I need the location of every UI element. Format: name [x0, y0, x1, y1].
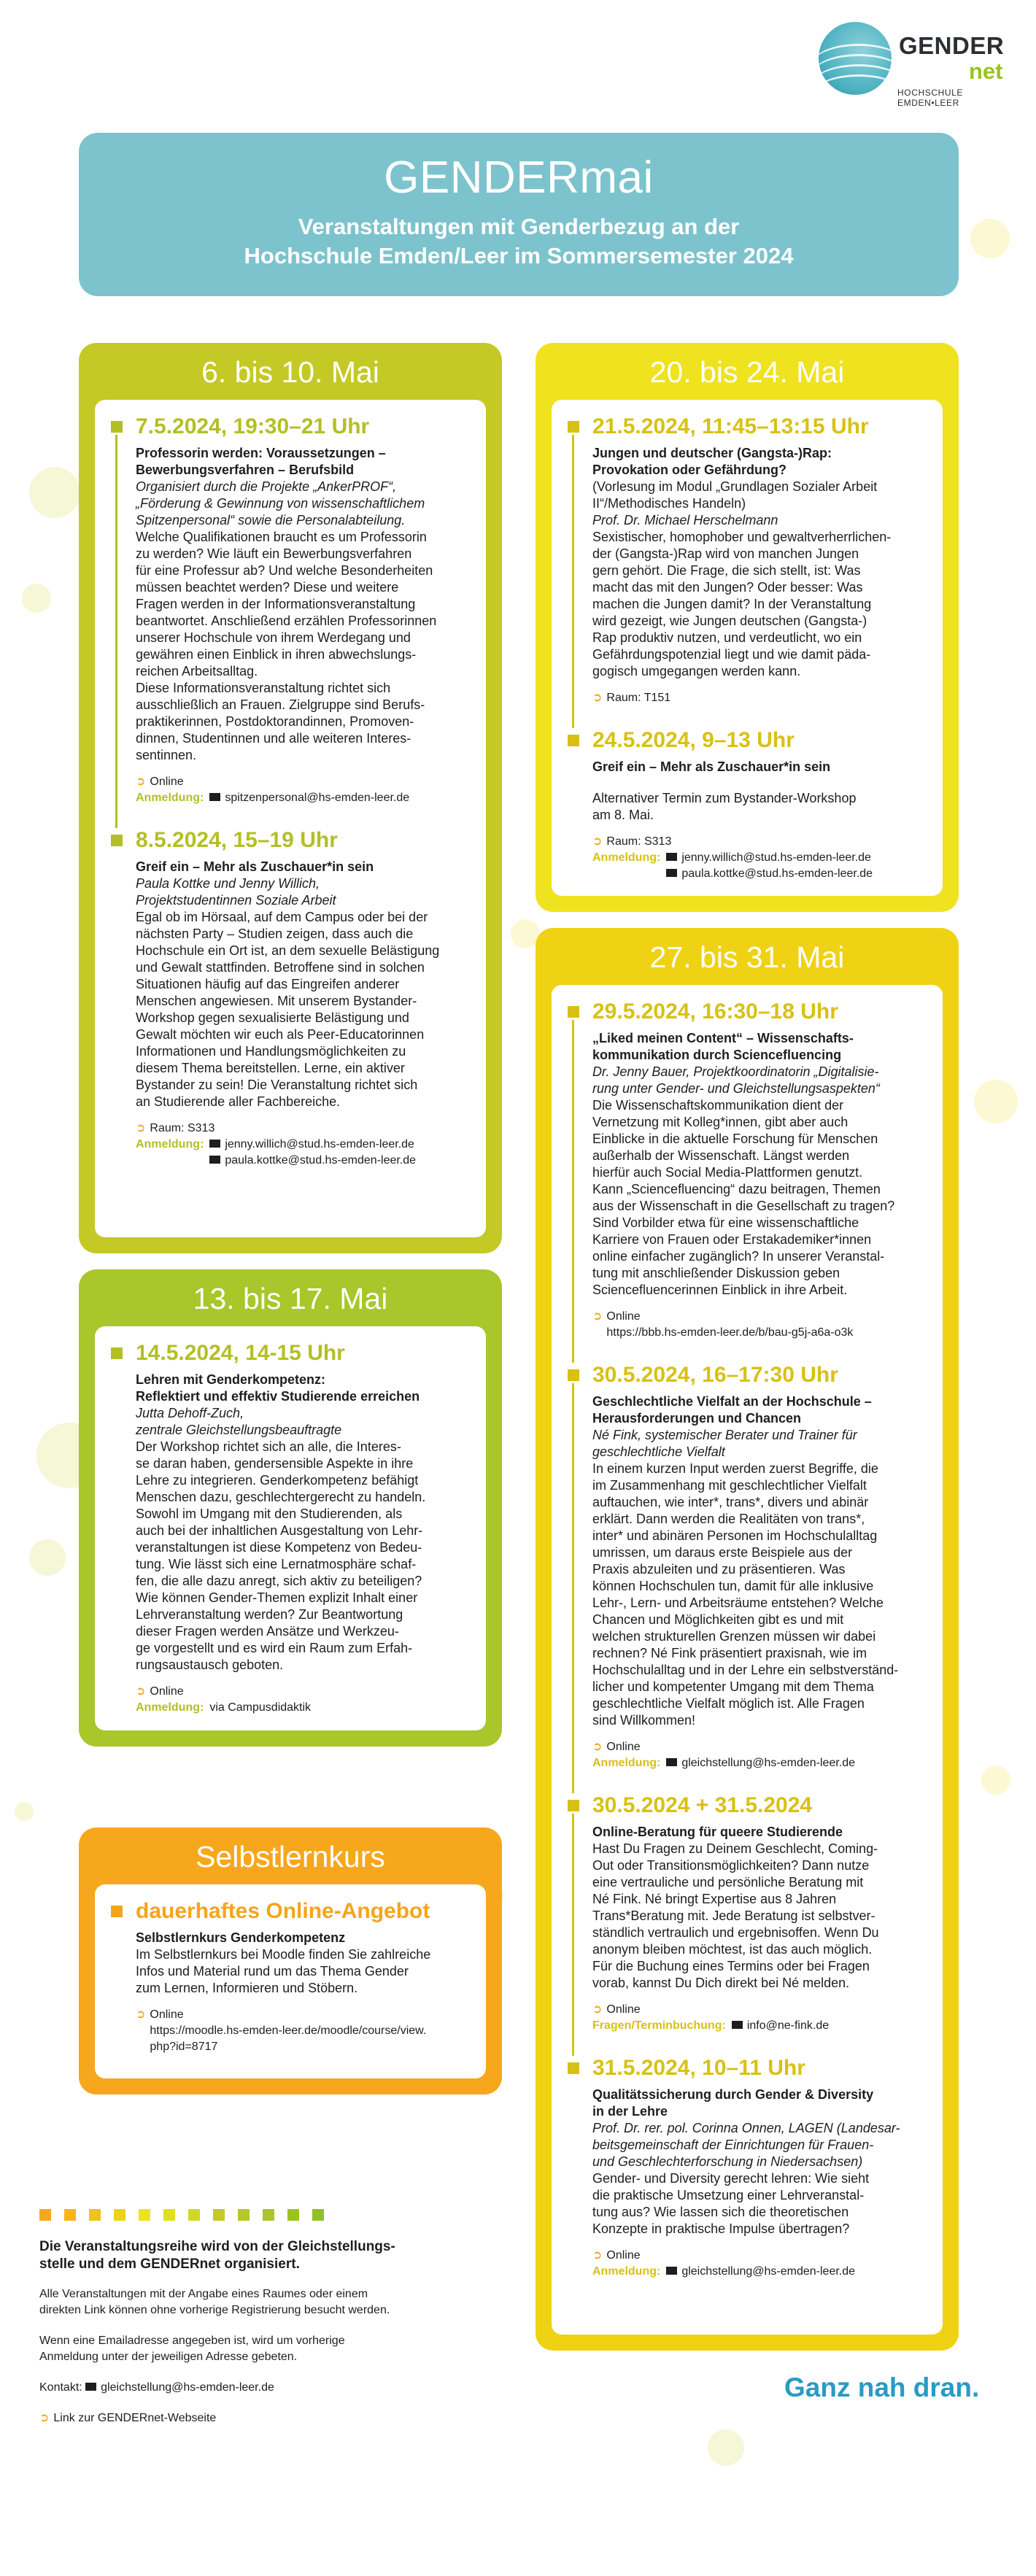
event-title: Greif ein – Mehr als Zuschauer*in sein: [592, 759, 831, 774]
decor-bubble: [15, 1802, 34, 1821]
event-context: (Vorlesung im Modul „Grundlagen Sozialer Arbeit II“/Methodisches Handeln): [592, 479, 878, 511]
envelope-icon: [209, 1156, 220, 1164]
event-date: 30.5.2024, 16–17:30 Uhr: [592, 1363, 838, 1387]
envelope-icon: [666, 2267, 677, 2275]
event-item: [111, 1341, 467, 1716]
event-title: Lehren mit Genderkompetenz: Reflektiert und effektiv Studierende erreichen: [136, 1372, 420, 1404]
event-organizer: Organisiert durch die Projekte „AnkerPROF“, „Förderung & Gewinnung von wissenschaftlichem Spitzenpersonal“ sowie die Personalabteilung.: [136, 479, 425, 527]
week-block-27-31-mai: [536, 928, 959, 2351]
event-title: Online-Beratung für queere Studierende: [592, 1825, 843, 1839]
event-location: ➲ Online: [592, 2249, 641, 2262]
event-organizer: Paula Kottke und Jenny Willich, Projektstudentinnen Soziale Arbeit: [136, 876, 336, 908]
arrow-right-icon: ➲: [136, 2008, 146, 2021]
footer-contact: Kontakt: gleichstellung@hs-emden-leer.de: [39, 2381, 274, 2394]
week-block-20-24-mai: [536, 343, 959, 912]
gendernet-website-link[interactable]: ➲ Link zur GENDERnet-Webseite: [39, 2412, 217, 2424]
week-card: [95, 400, 486, 1237]
selbstlernkurs-title: Selbstlernkurs: [196, 1840, 385, 1873]
arrow-right-icon: ➲: [136, 1685, 146, 1698]
week-block-6-10-mai: [79, 343, 502, 1253]
event-title: Selbstlernkurs Genderkompetenz: [136, 1930, 346, 1945]
event-location: ➲ Online: [592, 2003, 641, 2016]
event-organizer: Jutta Dehoff-Zuch, zentrale Gleichstellungsbeauftragte: [136, 1406, 342, 1437]
event-item: [568, 999, 924, 1341]
registration-email-link[interactable]: info@ne-fink.de: [732, 2018, 829, 2034]
event-registration: Anmeldung: jenny.willich@stud.hs-emden-leer.de paula.kottke@stud.hs-emden-leer.de: [136, 1137, 467, 1169]
logo-word-gender: GENDER: [899, 32, 1005, 59]
envelope-icon: [85, 2383, 96, 2391]
week-card: [552, 985, 943, 2335]
event-location: ➲ Online: [592, 1741, 641, 1753]
week-title: 20. bis 24. Mai: [649, 355, 845, 389]
contact-email-link[interactable]: gleichstellung@hs-emden-leer.de: [101, 2381, 274, 2394]
event-location: ➲ Online: [136, 775, 184, 788]
week-title: 27. bis 31. Mai: [649, 940, 845, 974]
event-organizer: Dr. Jenny Bauer, Projektkoordinatorin „Digitalisie- rung unter Gender- und Gleichstellungsaspekten“: [592, 1064, 880, 1096]
logo-word-net: net: [969, 58, 1003, 84]
event-date: 7.5.2024, 19:30–21 Uhr: [136, 414, 370, 438]
event-title: Geschlechtliche Vielfalt an der Hochschule – Herausforderungen und Chancen: [592, 1394, 872, 1426]
envelope-icon: [209, 793, 220, 801]
footer-note-email-registration: Wenn eine Emailadresse angegeben ist, wird um vorherige Anmeldung unter der jeweiligen Adresse gebeten.: [39, 2335, 345, 2363]
bullet-square-icon: [568, 735, 579, 746]
decor-bubble: [970, 219, 1010, 258]
arrow-right-icon: ➲: [592, 1741, 603, 1753]
arrow-right-icon: ➲: [592, 835, 603, 848]
footer-organizer-note: Die Veranstaltungsreihe wird von der Gleichstellungs- stelle und dem GENDERnet organisiert.: [39, 2239, 395, 2272]
event-location: ➲ Raum: T151: [592, 692, 671, 704]
event-item: [568, 1363, 924, 1771]
registration-text: via Campusdidaktik: [209, 1701, 312, 1714]
bullet-square-icon: [568, 1369, 579, 1381]
event-organizer: Né Fink, systemischer Berater und Trainer für geschlechtliche Vielfalt: [592, 1428, 857, 1459]
event-organizer: Prof. Dr. Michael Herschelmann: [592, 513, 778, 527]
footer-info: [39, 2238, 492, 2441]
bullet-square-icon: [568, 1800, 579, 1811]
week-block-13-17-mai: [79, 1269, 502, 1747]
selbstlernkurs-card: [95, 1884, 486, 2078]
selbstlernkurs-block: [79, 1827, 502, 2095]
event-registration: Anmeldung: gleichstellung@hs-emden-leer.de: [592, 2264, 924, 2280]
arrow-right-icon: ➲: [39, 2412, 50, 2424]
bullet-square-icon: [111, 1347, 123, 1359]
event-date: 31.5.2024, 10–11 Uhr: [592, 2056, 805, 2080]
event-location: ➲ Raum: S313: [592, 835, 672, 848]
event-online-link[interactable]: ➲ Online https://bbb.hs-emden-leer.de/b/bau-g5j-a6a-o3k: [592, 1309, 924, 1341]
event-description: Die Wissenschaftskommunikation dient der Vernetzung mit Kolleg*innen, gibt aber auch Einblicke in die aktuelle Forschung für Menschen außerhalb der Wissenschaft. Längst werden hierfür auch Social Media-Plattformen genutzt. Kann „Sciencefluencing“ dazu beitragen, Themen aus der Wissenschaft in die Gesellschaft zu tragen? Sind Vorbilder etwa für eine wissenschaftliche Karriere von Frauen oder Erstakademiker*innen online einfacher zugänglich? In unserer Veranstal- tung mit anschließender Diskussion geben Sciencefluencerinnen Einblick in ihre Arbeit.: [592, 1098, 895, 1297]
envelope-icon: [666, 869, 677, 877]
week-card: [552, 400, 943, 896]
event-item: [568, 1793, 924, 2034]
event-date: 24.5.2024, 9–13 Uhr: [592, 728, 795, 752]
event-item: [568, 414, 924, 706]
arrow-right-icon: ➲: [136, 775, 146, 788]
event-registration: Anmeldung: jenny.willich@stud.hs-emden-leer.de paula.kottke@stud.hs-emden-leer.de: [592, 850, 924, 882]
event-description: Im Selbstlernkurs bei Moodle finden Sie zahlreiche Infos und Material rund um das Thema Gender zum Lernen, Informieren und Stöbern.: [136, 1947, 431, 1995]
bullet-square-icon: [568, 2062, 579, 2074]
footer-note-registration-free: Alle Veranstaltungen mit der Angabe eines Raumes oder einem direkten Link können ohne vorherige Registrierung besucht werden.: [39, 2288, 390, 2316]
decor-bubble: [29, 467, 80, 518]
decor-bubble: [29, 1539, 66, 1576]
decor-bubble: [708, 2429, 744, 2466]
event-description: Sexistischer, homophober und gewaltverherrlichen- der (Gangsta-)Rap wird von manchen Jungen gern gehört. Die Frage, die sich stellt, ist: Was macht das mit den Jungen? Oder besser: Was machen die Jungen damit? In der Veranstaltung wird gezeigt, wie Jungen deutschen (Gangsta-) Rap produktiv nutzen, und verdeutlicht, wo ein Gefährdungspotenzial liegt und wie damit päda- gogisch umgegangen werden kann.: [592, 530, 892, 678]
event-item: [111, 1899, 467, 2055]
event-registration: Anmeldung: gleichstellung@hs-emden-leer.de: [592, 1755, 924, 1771]
arrow-right-icon: ➲: [592, 692, 603, 704]
logo-globe-icon: [819, 22, 892, 95]
arrow-right-icon: ➲: [592, 2003, 603, 2016]
bullet-square-icon: [111, 835, 123, 846]
envelope-icon: [209, 1140, 220, 1148]
event-description: Der Workshop richtet sich an alle, die Interes- se daran haben, gendersensible Aspekte in ihre Lehre zu integrieren. Genderkompetenz befähigt Menschen dazu, geschlechtergerecht zu handeln. Sowohl im Umgang mit den Studierenden, als auch bei der inhaltlichen Ausgestaltung von Lehr- veranstaltungen ist diese Kompetenz von Bedeu- tung. Wie lässt sich eine Lernatmosphäre schaf- fen, die alle dazu anregt, sich aktiv zu beteiligen? Wie können Gender-Themen explizit Inhalt einer Lehrveranstaltung werden? Zur Beantwortung dieser Fragen werden Ansätze und Werkzeu- ge vorgestellt und es wird ein Raum zum Erfah- rungsaustausch geboten.: [136, 1439, 426, 1672]
bullet-square-icon: [568, 421, 579, 433]
moodle-course-link[interactable]: ➲ Online https://moodle.hs-emden-leer.de/moodle/course/view. php?id=8717: [136, 2007, 467, 2055]
event-location: ➲ Raum: S313: [136, 1122, 215, 1134]
envelope-icon: [732, 2021, 743, 2029]
gendernet-logo: [819, 22, 1014, 108]
registration-email-link[interactable]: jenny.willich@stud.hs-emden-leer.de: [209, 1137, 416, 1153]
arrow-right-icon: ➲: [592, 1310, 603, 1323]
event-organizer: Prof. Dr. rer. pol. Corinna Onnen, LAGEN (Landesar- beitsgemeinschaft der Einrichtungen für Frauen- und Geschlechterforschung in Niedersachsen): [592, 2121, 900, 2169]
page-subtitle: Veranstaltungen mit Genderbezug an der Hochschule Emden/Leer im Sommersemester 2024: [244, 214, 794, 268]
registration-email-link[interactable]: jenny.willich@stud.hs-emden-leer.de: [666, 850, 873, 866]
event-date: 29.5.2024, 16:30–18 Uhr: [592, 999, 838, 1024]
registration-email-link[interactable]: gleichstellung@hs-emden-leer.de: [666, 2264, 855, 2280]
header-banner: [79, 133, 959, 296]
event-date: 30.5.2024 + 31.5.2024: [592, 1793, 813, 1817]
event-date: dauerhaftes Online-Angebot: [136, 1899, 430, 1923]
week-title: 13. bis 17. Mai: [193, 1282, 388, 1315]
envelope-icon: [666, 853, 677, 861]
event-title: „Liked meinen Content“ – Wissenschafts- kommunikation durch Sciencefluencing: [592, 1031, 854, 1062]
event-description: In einem kurzen Input werden zuerst Begriffe, die im Zusammenhang mit geschlechtlicher Vielfalt auftauchen, wie inter*, trans*, divers und abinär erklärt. Dann werden die Realitäten von trans*, inter* und abinären Personen im Hochschulalltag umrissen, um daraus erste Beispiele aus der Praxis abzuleiten und zu präsentieren. Was können Hochschulen tun, damit für alle inklusive Lehr-, Lern- und Arbeitsräume entstehen? Welche Chancen und Möglichkeiten gibt es und mit welchen strukturellen Grenzen müssen wir dabei rechnen? Né Fink präsentiert praxisnah, wie im Hochschulalltag und in der Lehre ein selbstverständ- licher und kompetenter Umgang mit dem Thema geschlechtliche Vielfalt möglich ist. Alle Fragen sind Willkommen!: [592, 1461, 899, 1728]
decor-bubble: [974, 1080, 1018, 1123]
decor-bubble: [981, 1765, 1010, 1795]
event-title: Greif ein – Mehr als Zuschauer*in sein: [136, 859, 374, 874]
event-item: [111, 414, 467, 806]
event-item: [568, 2056, 924, 2280]
registration-email-link[interactable]: paula.kottke@stud.hs-emden-leer.de: [209, 1153, 416, 1169]
week-title: 6. bis 10. Mai: [201, 355, 379, 389]
envelope-icon: [666, 1758, 677, 1766]
event-location: ➲ Online: [136, 1685, 184, 1698]
week-card: [95, 1326, 486, 1730]
bullet-square-icon: [111, 421, 123, 433]
arrow-right-icon: ➲: [136, 1122, 146, 1134]
event-description: Hast Du Fragen zu Deinem Geschlecht, Coming- Out oder Transitionsmöglichkeiten? Dann nutze eine vertrauliche und persönliche Beratung mit Né Fink. Né bringt Expertise aus 8 Jahren Trans*Beratung mit. Jede Beratung ist selbstver- ständlich vertraulich und ergebnisoffen. Wenn Du anonym bleiben möchtest, ist das auch möglich. Für die Buchung eines Termins oder bei Fragen vorab, kannst Du Dich direkt bei Né melden.: [592, 1841, 879, 1990]
event-item: [111, 828, 467, 1169]
decor-square-row: [39, 2209, 324, 2221]
event-description: Gender- und Diversity gerecht lehren: Wie sieht die praktische Umsetzung einer Lehrveranstal- tung aus? Wie lassen sich die theoretischen Konzepte in praktische Impulse übertragen?: [592, 2171, 870, 2236]
logo-subtitle: HOCHSCHULE EMDEN•LEER: [897, 88, 964, 108]
registration-email-link[interactable]: paula.kottke@stud.hs-emden-leer.de: [666, 866, 873, 882]
registration-email-link[interactable]: spitzenpersonal@hs-emden-leer.de: [209, 790, 409, 806]
event-item: [568, 728, 924, 882]
page-title: GENDERmai: [384, 152, 654, 203]
event-date: 21.5.2024, 11:45–13:15 Uhr: [592, 414, 869, 438]
event-description: Egal ob im Hörsaal, auf dem Campus oder bei der nächsten Party – Studien zeigen, dass auch die Hochschule ein Ort ist, an dem sexuelle Belästigung und Gewalt stattfinden. Betroffene sind in solchen Situationen häufig auf das Eingreifen anderer Menschen angewiesen. Mit unserem Bystander- Workshop gegen sexualisierte Belästigung und Gewalt möchten wir euch als Peer-Educatorinnen Informationen und Handlungsmöglichkeiten zu diesem Thema bereitstellen. Lerne, ein aktiver Bystander zu sein! Die Veranstaltung richtet sich an Studierende aller Fachbereiche.: [136, 910, 440, 1109]
slogan: Ganz nah dran.: [784, 2372, 980, 2402]
bullet-square-icon: [568, 1006, 579, 1018]
registration-email-link[interactable]: gleichstellung@hs-emden-leer.de: [666, 1755, 855, 1771]
arrow-right-icon: ➲: [592, 2249, 603, 2262]
event-date: 8.5.2024, 15–19 Uhr: [136, 828, 338, 852]
event-registration: Anmeldung: spitzenpersonal@hs-emden-leer.de: [136, 790, 467, 806]
event-title: Jungen und deutscher (Gangsta-)Rap: Provokation oder Gefährdung?: [592, 446, 832, 477]
event-title: Professorin werden: Voraussetzungen – Bewerbungsverfahren – Berufsbild: [136, 446, 386, 477]
event-registration: Anmeldung: via Campusdidaktik: [136, 1700, 467, 1716]
event-title: Qualitätssicherung durch Gender & Diversity in der Lehre: [592, 2087, 874, 2119]
event-description: Alternativer Termin zum Bystander-Workshop am 8. Mai.: [592, 791, 857, 822]
event-registration: Fragen/Terminbuchung: info@ne-fink.de: [592, 2018, 924, 2034]
decor-bubble: [22, 584, 51, 613]
bullet-square-icon: [111, 1906, 123, 1917]
event-description: Welche Qualifikationen braucht es um Professorin zu werden? Wie läuft ein Bewerbungsverfahren für eine Professur ab? Und welche Besonderheiten müssen beachtet werden? Diese und weitere Fragen werden in der Informationsveranstaltung beantwortet. Anschließend erzählen Professorinnen unserer Hochschule von ihrem Werdegang und gewähren einen Einblick in ihren abwechslungs- reichen Arbeitsalltag. Diese Informationsveranstaltung richtet sich ausschließlich an Frauen. Zielgruppe sind Berufs- praktikerinnen, Postdoktorandinnen, Promoven- dinnen, Studentinnen und alle weiteren Interes- sentinnen.: [136, 530, 437, 762]
event-date: 14.5.2024, 14-15 Uhr: [136, 1341, 345, 1365]
